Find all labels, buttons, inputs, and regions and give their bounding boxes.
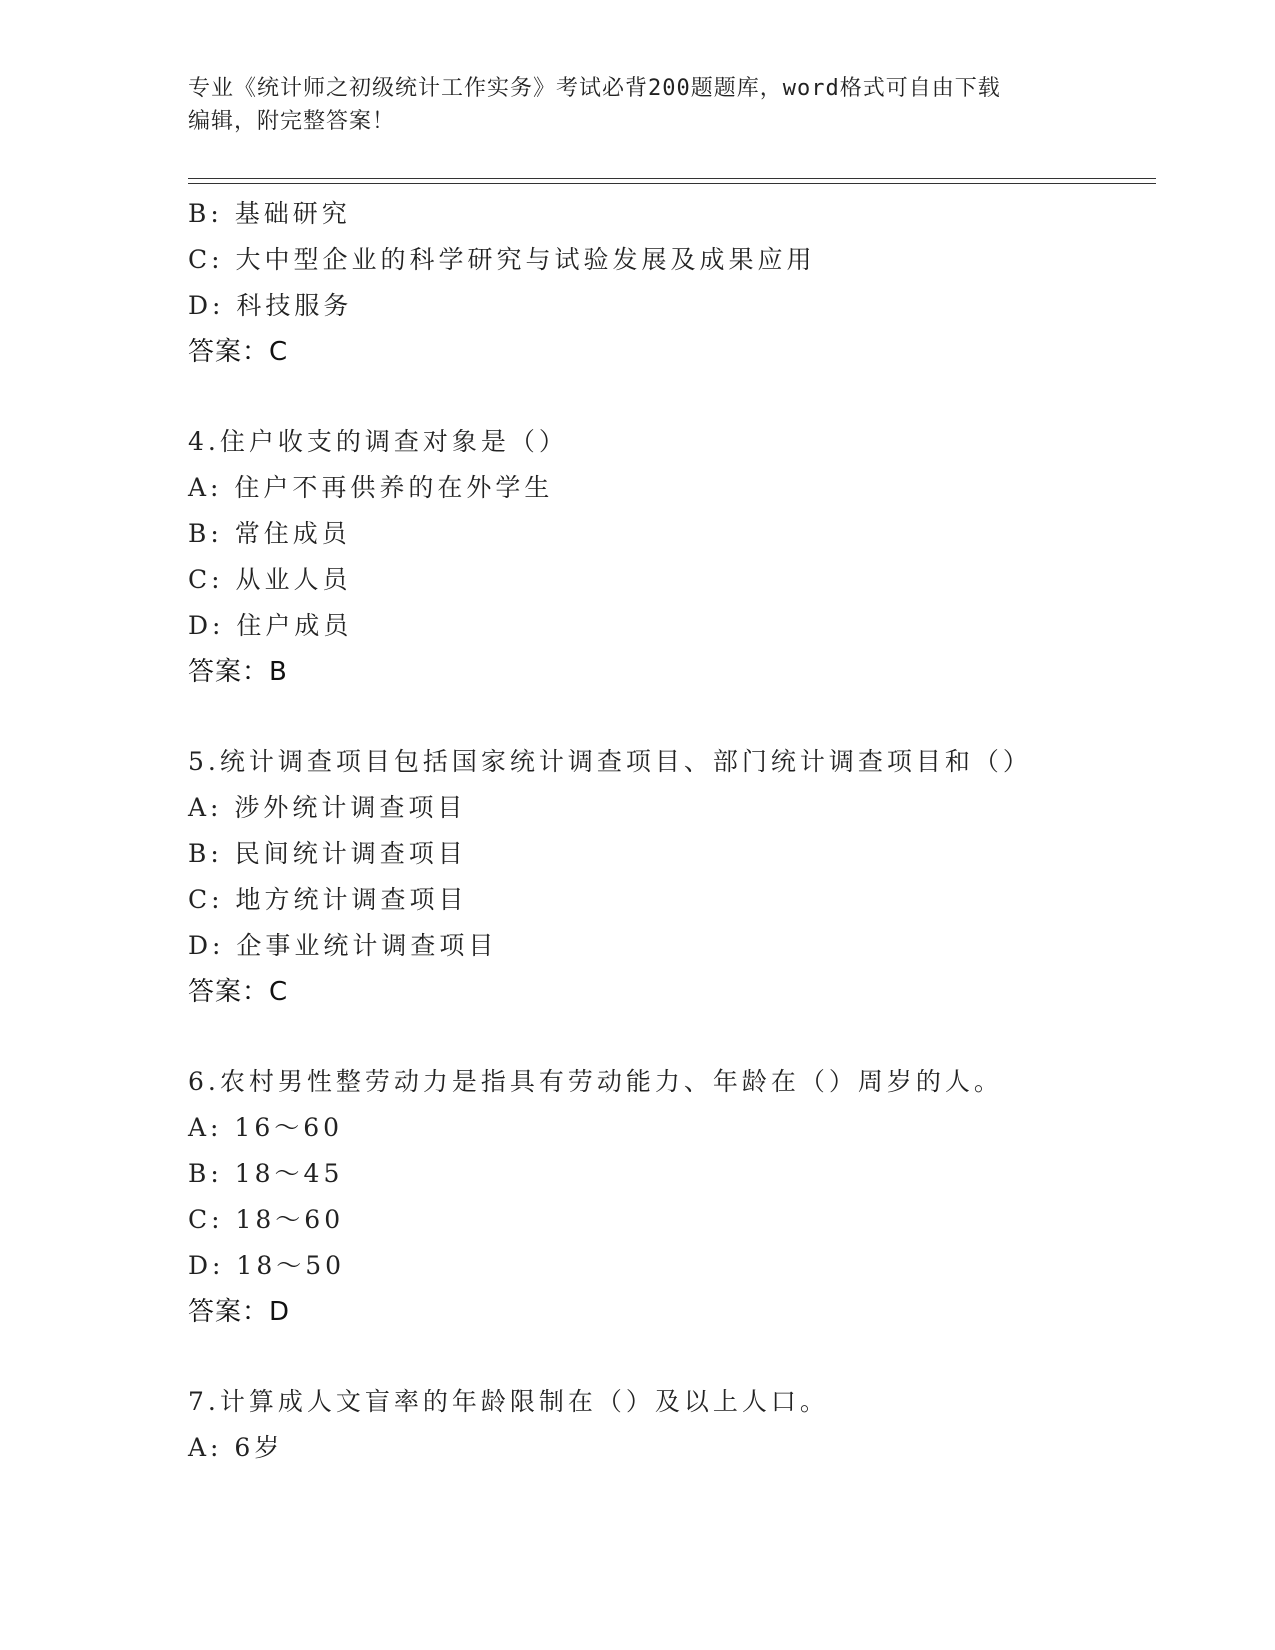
question-stem: 6.农村男性整劳动力是指具有劳动能力、年龄在（）周岁的人。: [188, 1067, 1003, 1096]
option-c: C: 18～60: [188, 1205, 345, 1234]
question-stem: 7.计算成人文盲率的年龄限制在（）及以上人口。: [188, 1387, 829, 1416]
question-3-continued: [188, 191, 1156, 375]
question-list: [188, 191, 1156, 1471]
header-divider-top: [188, 178, 1156, 179]
spacer: [188, 1335, 1156, 1379]
question-stem: 4.住户收支的调查对象是（）: [188, 427, 568, 456]
option-c: C: 大中型企业的科学研究与试验发展及成果应用: [188, 245, 816, 274]
option-a: A: 涉外统计调查项目: [188, 793, 467, 822]
option-b: B: 基础研究: [188, 199, 351, 228]
spacer: [188, 695, 1156, 739]
header-divider-bottom: [188, 183, 1156, 184]
option-c: C: 从业人员: [188, 565, 352, 594]
option-b: B: 民间统计调查项目: [188, 839, 467, 868]
question-5: [188, 739, 1156, 1015]
option-d: D: 住户成员: [188, 611, 353, 640]
answer-text: 答案：C: [188, 977, 289, 1007]
spacer: [188, 375, 1156, 419]
option-d: D: 18～50: [188, 1251, 346, 1280]
option-c: C: 地方统计调查项目: [188, 885, 468, 914]
document-header: [188, 72, 1088, 138]
option-b: B: 18～45: [188, 1159, 344, 1188]
option-d: D: 科技服务: [188, 291, 353, 320]
spacer: [188, 1015, 1156, 1059]
answer-text: 答案：D: [188, 1297, 291, 1327]
option-d: D: 企事业统计调查项目: [188, 931, 498, 960]
question-6: [188, 1059, 1156, 1335]
question-7: [188, 1379, 1156, 1471]
question-4: [188, 419, 1156, 695]
question-stem: 5.统计调查项目包括国家统计调查项目、部门统计调查项目和（）: [188, 747, 1032, 776]
header-line-2: 编辑，附完整答案！: [188, 109, 396, 134]
answer-text: 答案：C: [188, 337, 289, 367]
header-line-1: 专业《统计师之初级统计工作实务》考试必背200题题库，word格式可自由下载: [188, 76, 1001, 101]
option-a: A: 6岁: [188, 1433, 284, 1462]
option-a: A: 16～60: [188, 1113, 344, 1142]
option-a: A: 住户不再供养的在外学生: [188, 473, 554, 502]
answer-text: 答案：B: [188, 657, 288, 687]
option-b: B: 常住成员: [188, 519, 351, 548]
